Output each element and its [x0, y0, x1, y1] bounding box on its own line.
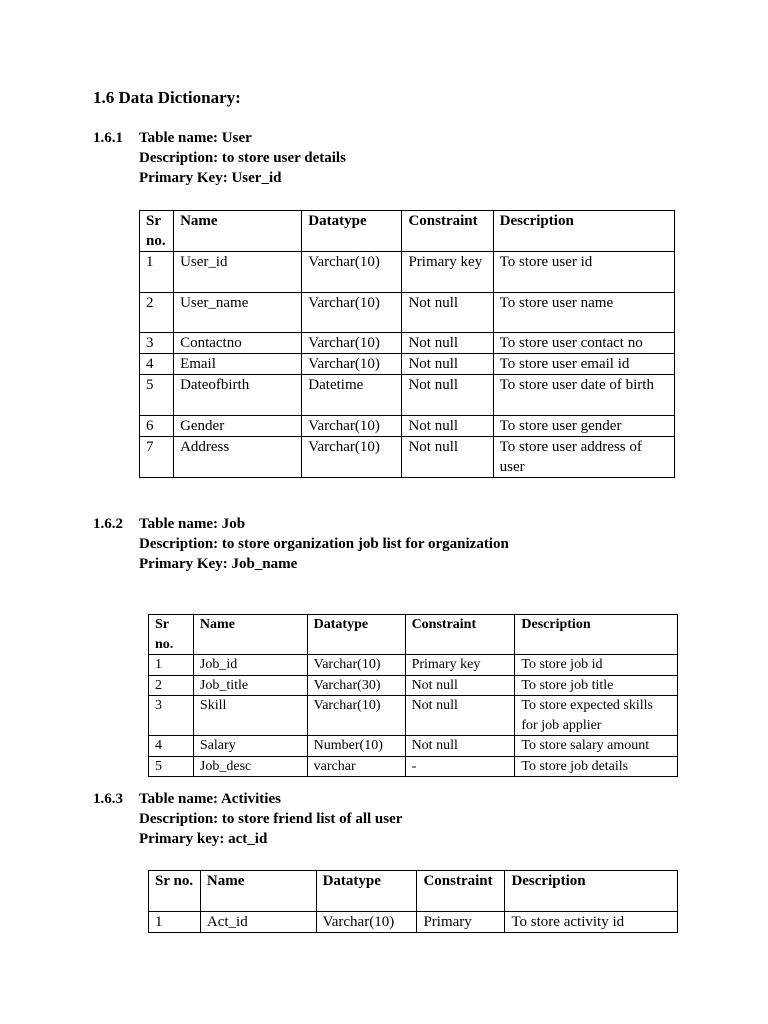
cell-name: Dateofbirth	[174, 375, 302, 416]
cell-sr: 1	[149, 655, 194, 676]
col-header-description: Description	[505, 871, 678, 912]
cell-description: To store activity id	[505, 912, 678, 933]
cell-datatype: Varchar(10)	[302, 293, 402, 333]
cell-sr: 1	[140, 252, 174, 293]
cell-datatype: Varchar(10)	[302, 416, 402, 437]
cell-datatype: Varchar(10)	[302, 354, 402, 375]
cell-sr: 4	[140, 354, 174, 375]
col-header-datatype: Datatype	[302, 211, 402, 252]
user-table	[139, 210, 675, 478]
table-row	[140, 375, 675, 416]
col-header-sr: Sr no.	[140, 211, 174, 252]
cell-constraint: Not null	[405, 696, 515, 736]
cell-sr: 6	[140, 416, 174, 437]
section-job-header	[93, 514, 509, 574]
col-header-datatype: Datatype	[307, 615, 405, 655]
col-header-name: Name	[174, 211, 302, 252]
table-row	[140, 252, 675, 293]
table-row	[149, 675, 678, 696]
cell-constraint: Primary key	[402, 252, 493, 293]
col-header-description: Description	[493, 211, 674, 252]
cell-datatype: Varchar(10)	[307, 655, 405, 676]
cell-name: Job_title	[193, 675, 307, 696]
page-heading: 1.6 Data Dictionary:	[93, 88, 241, 107]
cell-description: To store user date of birth	[493, 375, 674, 416]
section-title: Table name: Job	[139, 516, 246, 532]
cell-description: To store user id	[493, 252, 674, 293]
cell-datatype: Varchar(10)	[302, 437, 402, 478]
cell-datatype: Varchar(10)	[316, 912, 417, 933]
cell-datatype: Varchar(30)	[307, 675, 405, 696]
cell-description: To store user contact no	[493, 333, 674, 354]
cell-description: To store job details	[515, 756, 678, 777]
cell-constraint: Primary key	[405, 655, 515, 676]
cell-description: To store expected skills for job applier	[515, 696, 678, 736]
cell-sr: 3	[140, 333, 174, 354]
section-activities-header	[93, 789, 402, 849]
table-row	[149, 912, 678, 933]
cell-name: Address	[174, 437, 302, 478]
job-table	[148, 614, 678, 777]
table-row	[149, 736, 678, 757]
table-row	[140, 416, 675, 437]
cell-description: To store user email id	[493, 354, 674, 375]
table-row	[140, 333, 675, 354]
cell-datatype: Varchar(10)	[307, 696, 405, 736]
cell-constraint: Not null	[405, 736, 515, 757]
table-header-row	[140, 211, 675, 252]
cell-name: Salary	[193, 736, 307, 757]
section-user-header	[93, 128, 346, 188]
cell-datatype: Datetime	[302, 375, 402, 416]
cell-name: Act_id	[200, 912, 316, 933]
cell-constraint: -	[405, 756, 515, 777]
section-primary-key: Primary Key: Job_name	[139, 556, 298, 572]
col-header-constraint: Constraint	[402, 211, 493, 252]
cell-description: To store user address of user	[493, 437, 674, 478]
cell-sr: 2	[149, 675, 194, 696]
table-row	[140, 437, 675, 478]
section-number: 1.6.3	[93, 791, 123, 807]
activities-table	[148, 870, 678, 933]
table-header-row	[149, 615, 678, 655]
cell-sr: 7	[140, 437, 174, 478]
col-header-constraint: Constraint	[417, 871, 505, 912]
col-header-name: Name	[200, 871, 316, 912]
table-row	[149, 756, 678, 777]
cell-constraint: Not null	[402, 416, 493, 437]
cell-description: To store user name	[493, 293, 674, 333]
cell-name: Job_desc	[193, 756, 307, 777]
cell-constraint: Not null	[402, 293, 493, 333]
cell-constraint: Not null	[402, 333, 493, 354]
cell-datatype: varchar	[307, 756, 405, 777]
col-header-description: Description	[515, 615, 678, 655]
cell-sr: 5	[149, 756, 194, 777]
cell-name: Email	[174, 354, 302, 375]
section-title: Table name: User	[139, 130, 252, 146]
col-header-name: Name	[193, 615, 307, 655]
cell-description: To store user gender	[493, 416, 674, 437]
cell-name: Contactno	[174, 333, 302, 354]
section-number: 1.6.1	[93, 130, 123, 146]
table-row	[149, 655, 678, 676]
cell-constraint: Not null	[402, 437, 493, 478]
cell-sr: 5	[140, 375, 174, 416]
section-primary-key: Primary key: act_id	[139, 831, 268, 847]
cell-name: User_id	[174, 252, 302, 293]
col-header-datatype: Datatype	[316, 871, 417, 912]
cell-description: To store job id	[515, 655, 678, 676]
section-description: Description: to store friend list of all user	[139, 811, 403, 827]
cell-description: To store job title	[515, 675, 678, 696]
cell-name: User_name	[174, 293, 302, 333]
col-header-constraint: Constraint	[405, 615, 515, 655]
cell-description: To store salary amount	[515, 736, 678, 757]
section-description: Description: to store user details	[139, 150, 346, 166]
cell-name: Skill	[193, 696, 307, 736]
table-row	[149, 696, 678, 736]
section-primary-key: Primary Key: User_id	[139, 170, 282, 186]
table-header-row	[149, 871, 678, 912]
cell-constraint: Not null	[402, 375, 493, 416]
cell-name: Gender	[174, 416, 302, 437]
cell-sr: 3	[149, 696, 194, 736]
cell-constraint: Not null	[402, 354, 493, 375]
cell-datatype: Varchar(10)	[302, 252, 402, 293]
col-header-sr: Sr no.	[149, 615, 194, 655]
cell-constraint: Primary	[417, 912, 505, 933]
table-row	[140, 293, 675, 333]
cell-sr: 1	[149, 912, 201, 933]
cell-constraint: Not null	[405, 675, 515, 696]
table-row	[140, 354, 675, 375]
section-title: Table name: Activities	[139, 791, 281, 807]
cell-sr: 2	[140, 293, 174, 333]
cell-name: Job_id	[193, 655, 307, 676]
col-header-sr: Sr no.	[149, 871, 201, 912]
section-number: 1.6.2	[93, 516, 123, 532]
cell-sr: 4	[149, 736, 194, 757]
cell-datatype: Number(10)	[307, 736, 405, 757]
cell-datatype: Varchar(10)	[302, 333, 402, 354]
section-description: Description: to store organization job list for organization	[139, 536, 509, 552]
